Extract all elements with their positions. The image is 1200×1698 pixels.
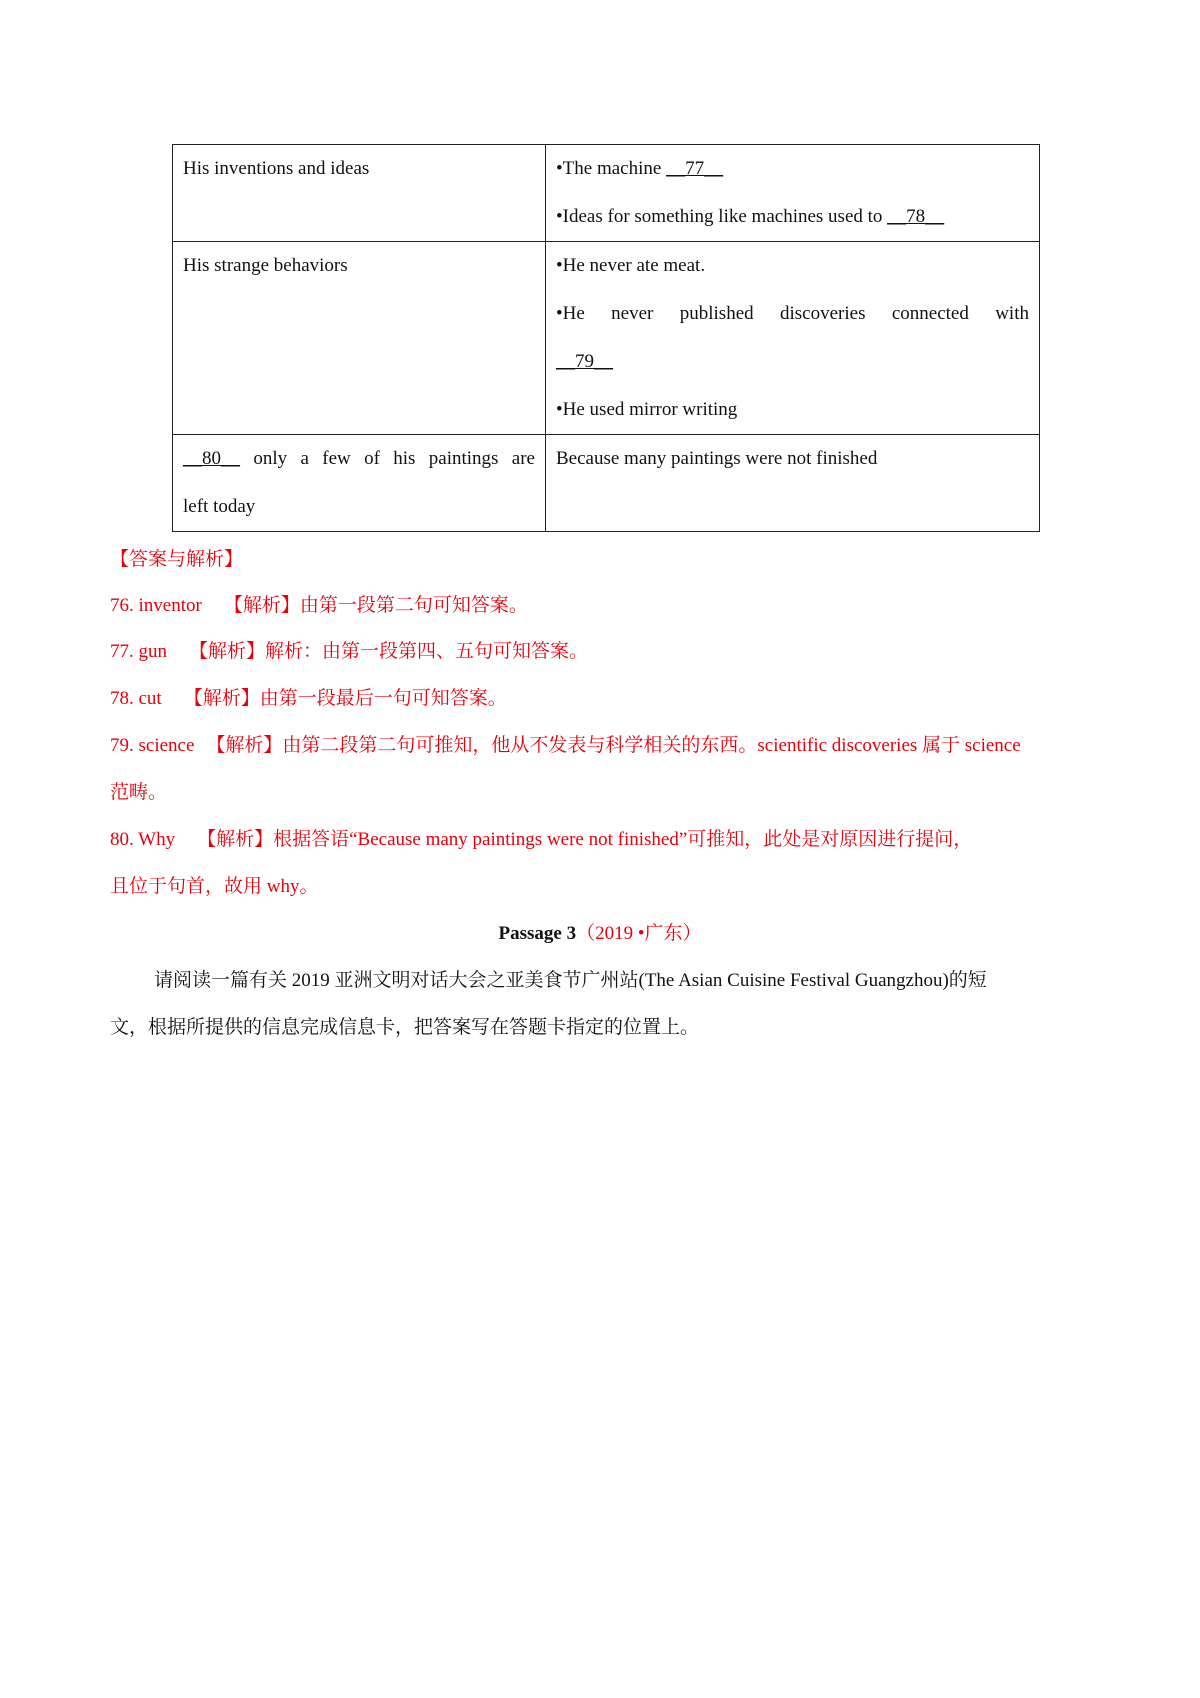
- answer-continuation: 且位于句首，故用 why。: [110, 876, 319, 897]
- passage-title: [0, 910, 1200, 958]
- detail-line: [556, 242, 1029, 290]
- detail-line: [556, 290, 1029, 338]
- cell-text: His inventions and ideas: [183, 158, 370, 179]
- answer-item: [110, 675, 1100, 723]
- detail-line: [556, 386, 1029, 434]
- answer-analysis: 【解析】由第二段第二句可推知，他从不发表与科学相关的东西。scientific discoveries 属于 science: [206, 735, 1021, 756]
- table-cell-category: [173, 145, 546, 242]
- answer-blank: __77__: [666, 158, 724, 179]
- table-cell-details: [546, 242, 1040, 435]
- detail-text: Because many paintings were not finished: [556, 448, 878, 469]
- table-row: [173, 242, 1040, 435]
- answer-blank: __79__: [556, 351, 613, 372]
- detail-text: •He used mirror writing: [556, 399, 738, 420]
- detail-line: [556, 193, 1029, 241]
- info-table: [172, 144, 1040, 532]
- answer-item: [110, 582, 1100, 630]
- table-cell-details: [546, 435, 1040, 532]
- detail-text: •Ideas for something like machines used to: [556, 206, 888, 227]
- answer-number: 80. Why: [110, 829, 176, 850]
- answer-item: [110, 722, 1100, 770]
- passage-intro-line: 请阅读一篇有关 2019 亚洲文明对话大会之亚美食节广州站(The Asian Cuisine Festival Guangzhou)的短: [154, 970, 987, 991]
- answer-analysis: 【解析】由第一段最后一句可知答案。: [183, 688, 507, 709]
- detail-line: [183, 435, 535, 483]
- detail-line: [556, 435, 1029, 483]
- table-cell-category: [173, 435, 546, 532]
- answer-number: 77. gun: [110, 641, 167, 662]
- answer-analysis: 【解析】解析：由第一段第四、五句可知答案。: [189, 641, 589, 662]
- cell-text: His strange behaviors: [183, 255, 348, 276]
- passage-title-main: Passage 3: [498, 923, 577, 944]
- detail-text: •He never ate meat.: [556, 255, 706, 276]
- answer-number: 76. inventor: [110, 595, 202, 616]
- answer-analysis: 【解析】根据答语“Because many paintings were not finished”可推知，此处是对原因进行提问，: [197, 829, 973, 850]
- answer-blank: __80__: [183, 448, 240, 469]
- table-row: [173, 145, 1040, 242]
- table-cell-details: [546, 145, 1040, 242]
- answer-continuation: 范畴。: [110, 782, 168, 803]
- table-row: [173, 435, 1040, 532]
- answer-item: [110, 628, 1100, 676]
- passage-title-source: （2019 •广东）: [576, 923, 702, 944]
- answer-number: 79. science: [110, 735, 195, 756]
- answer-analysis: 【解析】由第一段第二句可知答案。: [223, 595, 528, 616]
- answer-blank: __78__: [887, 206, 945, 227]
- cell-text: only a few of his paintings are: [240, 448, 535, 469]
- answer-item: [110, 816, 1100, 864]
- passage-intro-line: 文，根据所提供的信息完成信息卡，把答案写在答题卡指定的位置上。: [110, 1017, 700, 1038]
- cell-text: left today: [183, 496, 256, 517]
- answers-heading: 【答案与解析】: [110, 549, 244, 570]
- detail-line: [556, 338, 1029, 386]
- answer-number: 78. cut: [110, 688, 162, 709]
- detail-line: [556, 145, 1029, 193]
- detail-text: •He never published discoveries connected with: [556, 303, 1029, 324]
- table-cell-category: [173, 242, 546, 435]
- detail-text: •The machine: [556, 158, 667, 179]
